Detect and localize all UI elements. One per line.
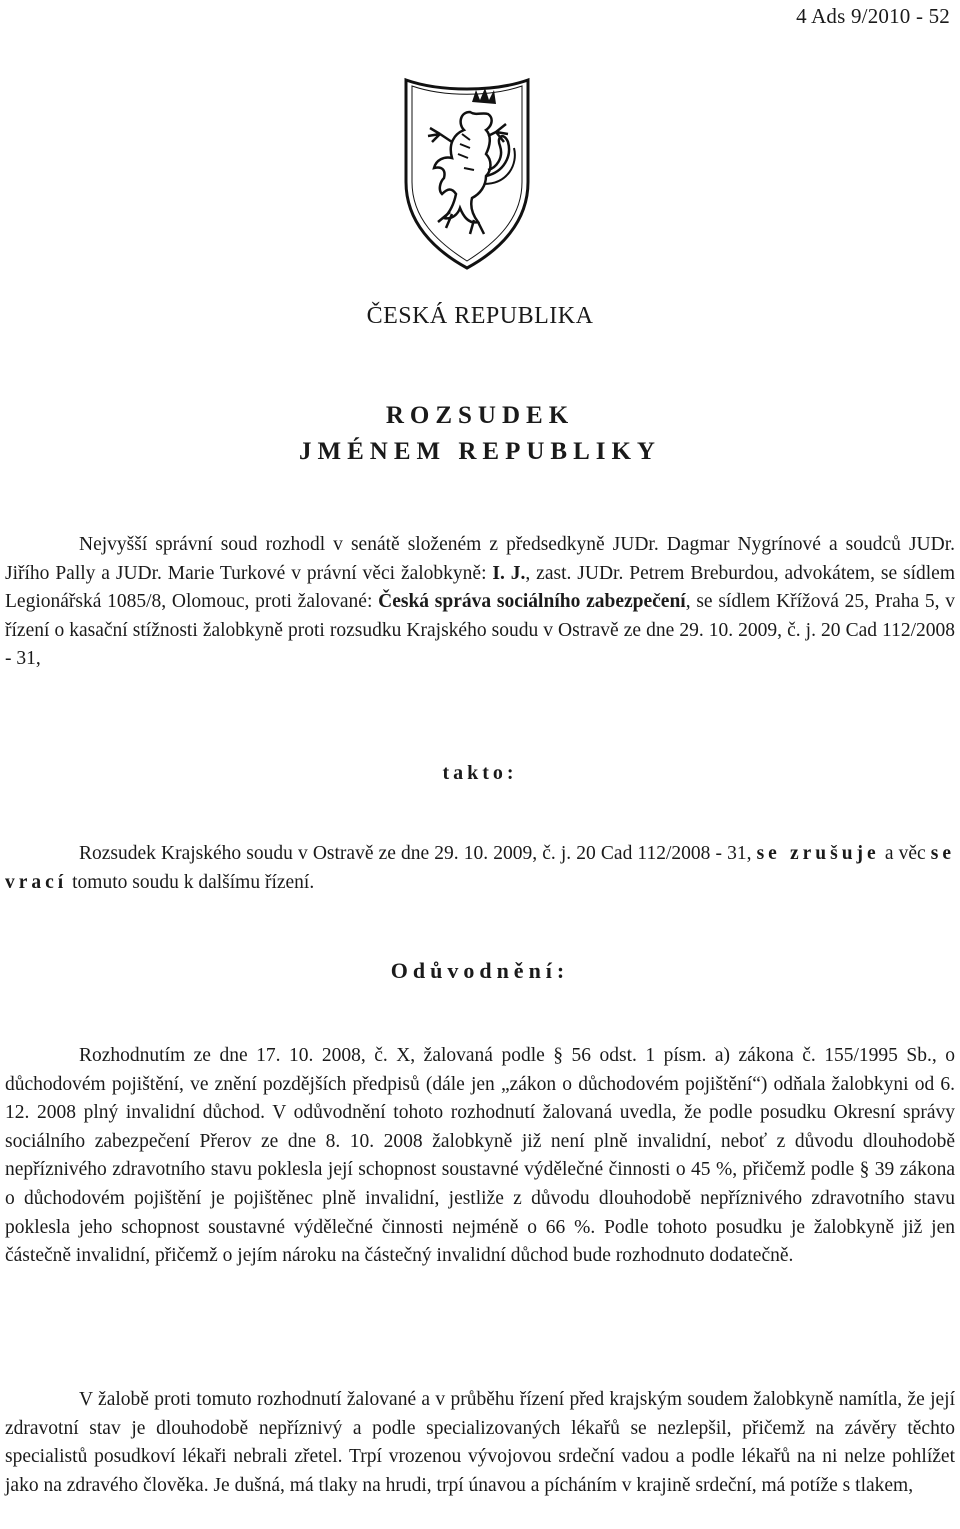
ruling-return: se vrací <box>5 843 956 893</box>
plaintiff-name: I. J. <box>492 562 526 584</box>
reasoning-heading: Odůvodnění: <box>390 958 570 983</box>
ruling-text-3: tomuto soudu k dalšímu řízení. <box>67 871 315 893</box>
intro-text-2: , zast. JUDr. Petrem Breburdou, advokátem, se sídlem Legionářská 1085/8, Olomouc, proti žalované: <box>5 562 955 613</box>
defendant-name: Česká správa sociálního zabezpečení <box>378 591 686 613</box>
state-name: ČESKÁ REPUBLIKA <box>366 303 594 329</box>
ruling-text-2: a věc <box>879 843 931 864</box>
coat-of-arms-icon <box>400 72 534 272</box>
intro-text-3: , se sídlem Křížová 25, Praha 5, v řízení o kasační stížnosti žalobkyně proti rozsudku Krajského soudu v Ostravě ze dne 29. 10. 2009, č. j. 20 Cad 112/2008 - 31, <box>5 591 956 670</box>
reasoning-paragraph-1: Rozhodnutím ze dne 17. 10. 2008, č. X, žalovaná podle § 56 odst. 1 písm. a) zákona č. 155/1995 Sb., o důchodovém pojištění, ve znění pozdějších předpisů (dále jen „zákon o důchodovém pojištění“) odňala žalobkyni od 6. 12. 2008 plný invalidní důchod. V odůvodnění tohoto rozhodnutí žalovaná uvedla, že podle posudku Okresní správy sociálního zabezpečení Přerov ze dne 8. 10. 2008 žalobkyně již není plně invalidní, neboť z důvodu dlouhodobě nepříznivého zdravotního stavu poklesla její schopnost soustavné výdělečné činnosti o 45 %, přičemž podle § 39 zákona o důchodovém pojištění je pojištěnec plně invalidní, jestliže z důvodu dlouhodobě nepříznivého zdravotního stavu poklesla jeho schopnost soustavné výdělečné činnosti nejméně o 66 %. Podle tohoto posudku je žalobkyně již jen částečně invalidní, přičemž o jejím nároku na částečný invalidní důchod bude rozhodnuto dodatečně. <box>5 1045 955 1267</box>
ruling-paragraph <box>5 840 955 897</box>
ruling-text-1: Rozsudek Krajského soudu v Ostravě ze dne 29. 10. 2009, č. j. 20 Cad 112/2008 - 31, <box>79 843 757 864</box>
ruling-annul: se zrušuje <box>756 843 880 864</box>
intro-paragraph <box>5 531 955 674</box>
verdict-title: ROZSUDEK <box>385 402 575 429</box>
intro-text-1: Nejvyšší správní soud rozhodl v senátě složeném z předsedkyně JUDr. Dagmar Nygrínové a soudců JUDr. Jiřího Pally a JUDr. Marie Turkové v právní věci žalobkyně: <box>5 534 955 584</box>
verdict-subtitle: JMÉNEM REPUBLIKY <box>299 438 661 465</box>
reasoning-paragraph-2: V žalobě proti tomuto rozhodnutí žalované a v průběhu řízení před krajským soudem žalobkyně namítla, že její zdravotní stav je dlouhodobě nepříznivý a podle specializovaných lékařů se nezlepšil, přičemž na závěry těchto specialistů posudkoví lékaři nebrali zřetel. Trpí vrozenou vývojovou srdeční vadou a podle lékařů na ni nelze pohlížet jako na zdravého člověka. Je dušná, má tlaky na hrudi, trpí únavou a pícháním v krajině srdeční, má potíže s tlakem, <box>5 1389 955 1496</box>
takto-heading: takto: <box>442 762 518 784</box>
case-number: 4 Ads 9/2010 - 52 <box>796 4 950 28</box>
